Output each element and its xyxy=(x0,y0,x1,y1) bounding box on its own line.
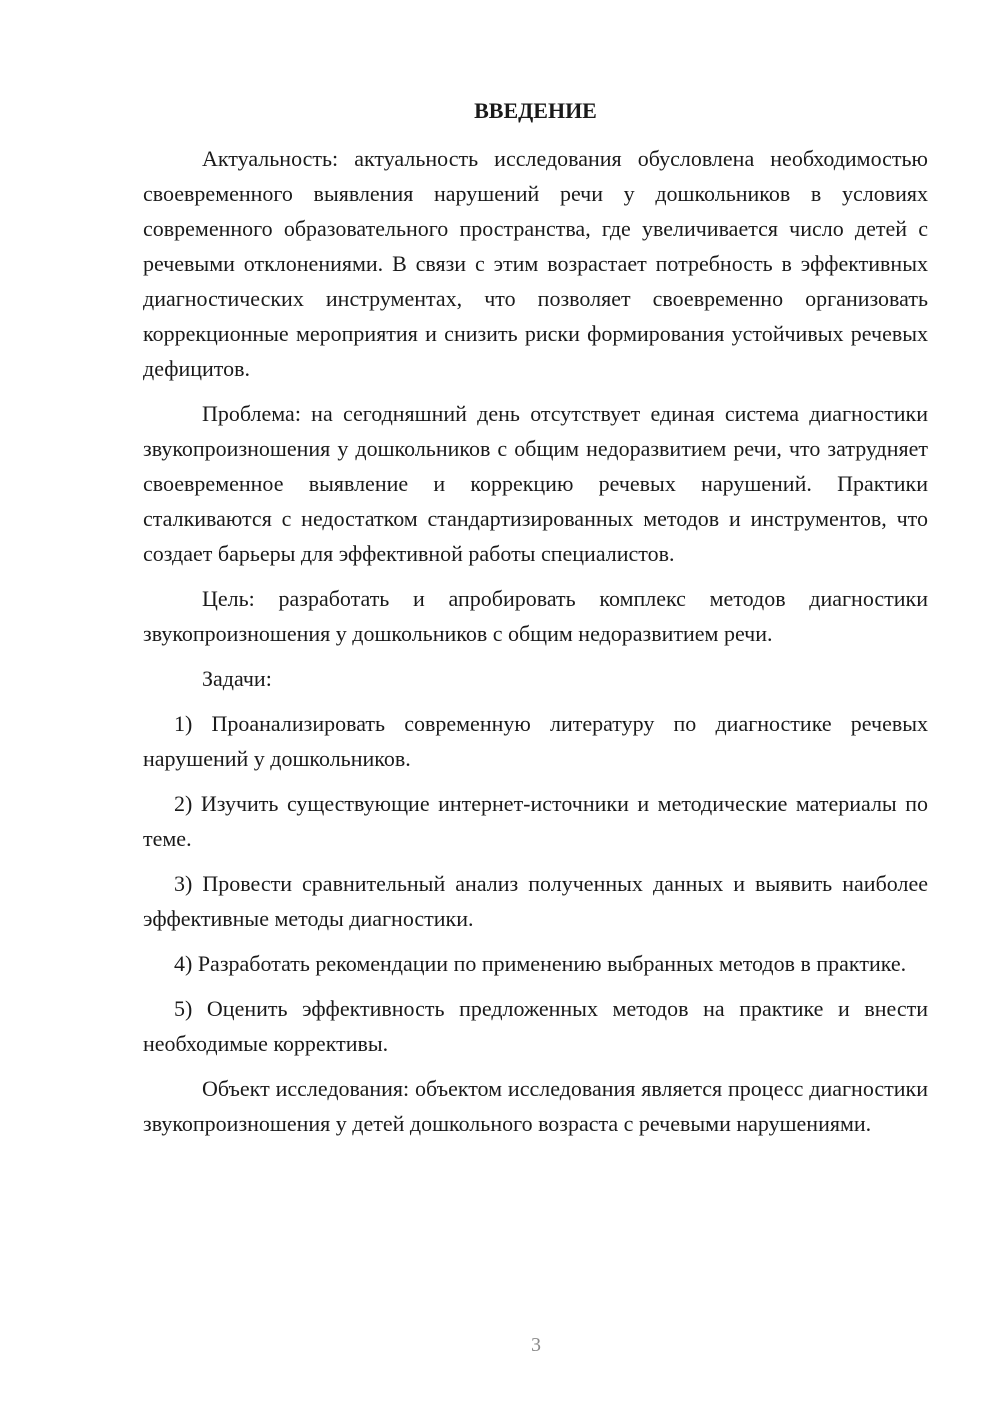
object-paragraph: Объект исследования: объектом исследования является процесс диагностики звукопроизношения у детей дошкольного возраста с речевыми нарушениями. xyxy=(143,1076,928,1136)
problem-paragraph: Проблема: на сегодняшний день отсутствует единая система диагностики звукопроизношения у дошкольников с общим недоразвитием речи, что затрудняет своевременное выявление и коррекцию речевых нарушений. Практики сталкиваются с недостатком стандартизированных методов и инструментов, что создает барьеры для эффективной работы специалистов. xyxy=(143,401,928,566)
task-item: 1) Проанализировать современную литературу по диагностике речевых нарушений у дошкольников. xyxy=(143,711,928,771)
task-item: 4) Разработать рекомендации по применению выбранных методов в практике. xyxy=(174,951,907,976)
task-item: 2) Изучить существующие интернет-источники и методические материалы по теме. xyxy=(143,791,928,851)
task-item: 5) Оценить эффективность предложенных методов на практике и внести необходимые коррективы. xyxy=(143,996,928,1056)
task-item: 3) Провести сравнительный анализ полученных данных и выявить наиболее эффективные методы диагностики. xyxy=(143,871,928,931)
relevance-paragraph: Актуальность: актуальность исследования обусловлена необходимостью своевременного выявления нарушений речи у дошкольников в условиях современного образовательного пространства, где увеличивается число детей с речевыми отклонениями. В связи с этим возрастает потребность в эффективных диагностических инструментах, что позволяет своевременно организовать коррекционные мероприятия и снизить риски формирования устойчивых речевых дефицитов. xyxy=(143,146,928,381)
goal-paragraph: Цель: разработать и апробировать комплекс методов диагностики звукопроизношения у дошкольников с общим недоразвитием речи. xyxy=(143,586,928,646)
page-number: 3 xyxy=(531,1334,541,1356)
page-content xyxy=(143,96,928,1151)
tasks-heading: Задачи: xyxy=(202,666,272,691)
page-title: ВВЕДЕНИЕ xyxy=(474,98,597,123)
